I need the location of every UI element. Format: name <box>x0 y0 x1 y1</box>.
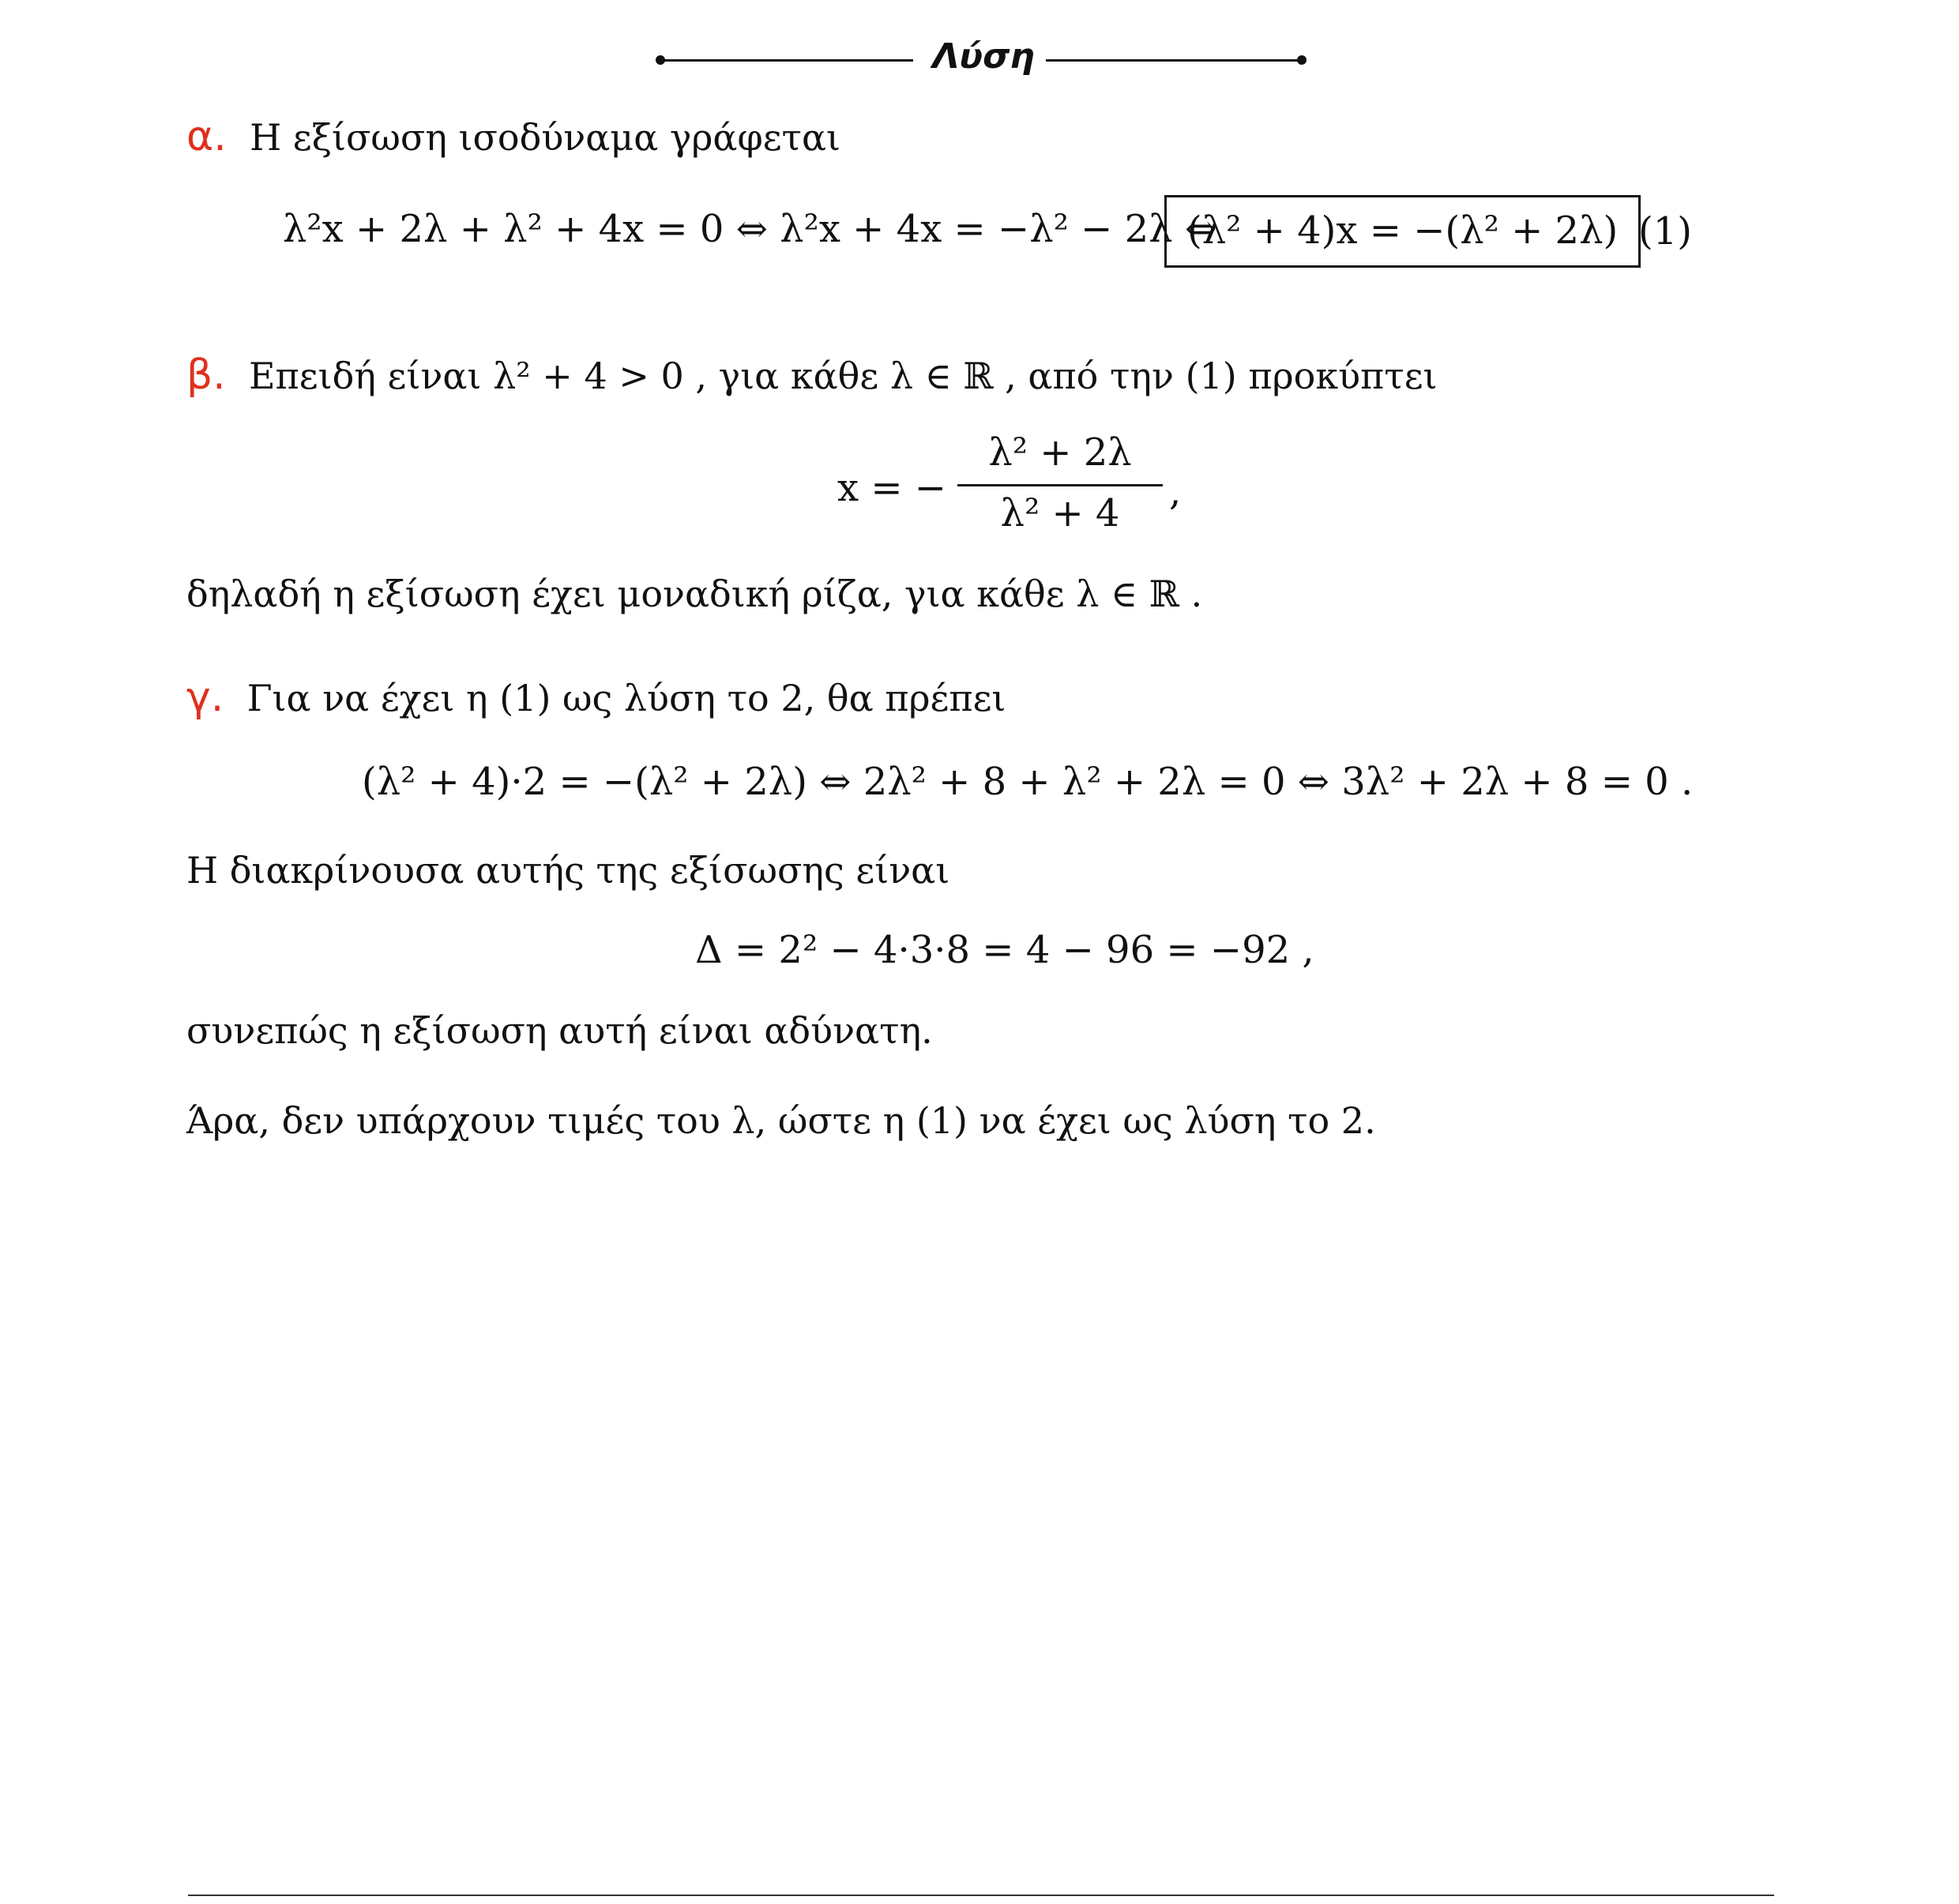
discriminant-equation: Δ = 2² − 4·3·8 = 4 − 96 = −92 , <box>695 928 1314 972</box>
part-alpha-equation-boxed <box>1164 195 1641 268</box>
header-title: Λύση <box>932 36 1035 77</box>
discriminant-intro: Η διακρίνουσα αυτής της εξίσωσης είναι <box>186 849 950 892</box>
fraction-denominator: λ² + 4 <box>1000 491 1120 535</box>
part-alpha-equation-left: λ²x + 2λ + λ² + 4x = 0 ⇔ λ²x + 4x = −λ² − 2λ ⇔ <box>283 207 1217 251</box>
boxed-equation: (λ² + 4)x = −(λ² + 2λ) <box>1164 195 1641 268</box>
part-alpha-text: Η εξίσωση ισοδύναμα γράφεται <box>250 116 841 159</box>
footer-rule <box>188 1895 1774 1896</box>
section-header <box>656 32 1311 87</box>
fraction-bar <box>957 484 1163 486</box>
header-right-dot <box>1297 55 1307 65</box>
final-conclusion: Άρα, δεν υπάρχουν τιμές του λ, ώστε η (1) να έχει ως λύση το 2. <box>186 1099 1376 1142</box>
part-beta-intro <box>186 351 1438 400</box>
part-alpha-label: α. <box>186 113 227 160</box>
fraction-lhs: x = − <box>837 466 947 510</box>
part-alpha-intro <box>186 112 840 161</box>
consequence-text: συνεπώς η εξίσωση αυτή είναι αδύνατη. <box>186 1009 933 1052</box>
fraction-comma: , <box>1169 470 1182 514</box>
header-left-rule <box>660 59 913 62</box>
part-beta-label: β. <box>186 351 226 399</box>
part-gamma-intro <box>186 673 1006 722</box>
part-gamma-text: Για να έχει η (1) ως λύση το 2, θα πρέπει <box>246 677 1006 719</box>
equation-number: (1) <box>1638 209 1692 253</box>
part-gamma-equation: (λ² + 4)·2 = −(λ² + 2λ) ⇔ 2λ² + 8 + λ² + 2λ = 0 ⇔ 3λ² + 2λ + 8 = 0 . <box>362 760 1694 804</box>
part-gamma-label: γ. <box>186 674 224 721</box>
header-right-rule <box>1046 59 1300 62</box>
fraction <box>957 430 1163 540</box>
fraction-numerator: λ² + 2λ <box>988 430 1132 475</box>
part-beta-text: Επειδή είναι λ² + 4 > 0 , για κάθε λ ∈ ℝ , από την (1) προκύπτει <box>248 355 1438 397</box>
part-beta-conclusion: δηλαδή η εξίσωση έχει μοναδική ρίζα, για κάθε λ ∈ ℝ . <box>186 573 1203 615</box>
